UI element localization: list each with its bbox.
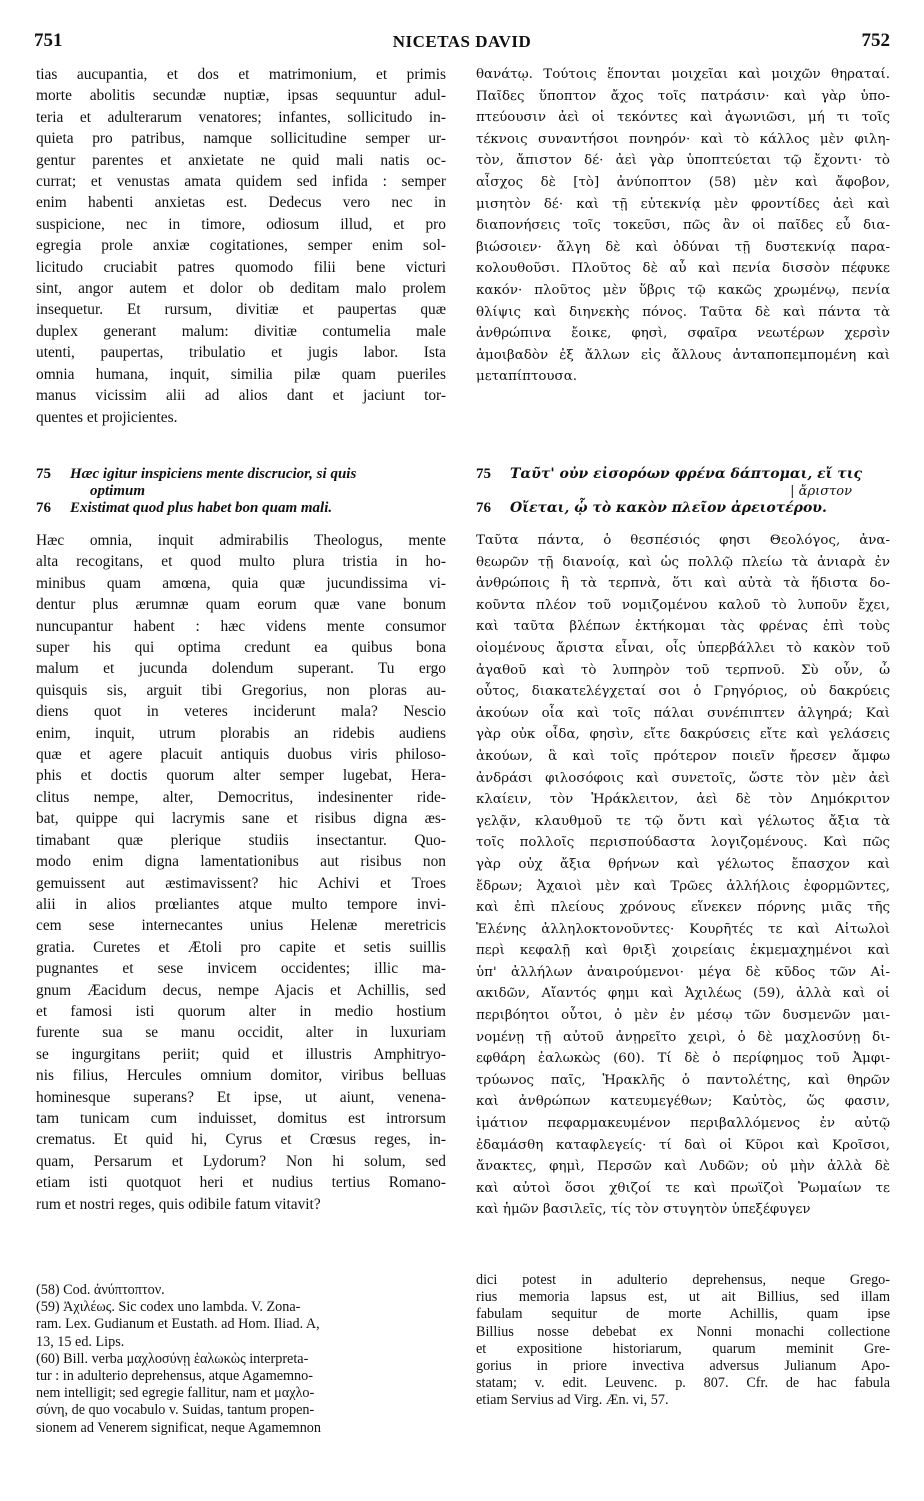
footnote-line: dici potest in adulterio deprehensus, neque Grego-	[476, 1272, 890, 1288]
text-line: tam tunicam cum induisset, domitus est introrsum	[36, 1109, 446, 1127]
text-line: γελᾷν, κλαυθμοῦ τε τῷ ὄντι καὶ γέλωτος ἄξια τὰ	[476, 813, 890, 829]
greek-column-bottom	[476, 530, 890, 1221]
text-line: καὶ ταῦτα βλέπων ἐκτήκομαι τὰς φρένας ἐπὶ τοὺς	[476, 619, 890, 635]
text-line: κολουθοῦσι. Πλοῦτος δὲ αὖ καὶ πενία δισσὸν πέφυκε	[476, 261, 890, 277]
text-line: τέκνοις συναντήσοι πονηρόν· καὶ τὸ κάλλος μὲν φιλη-	[476, 131, 890, 147]
page-number-right: 752	[861, 30, 890, 51]
text-line: θανάτῳ. Τούτοις ἕπονται μοιχεῖαι καὶ μοιχῶν θηραταί.	[476, 67, 890, 82]
text-line: quentes et projicientes.	[36, 408, 178, 426]
footnote-line: gorius in priore invectiva adversus Julianum Apo-	[476, 1358, 890, 1375]
text-line: minibus quam amœna, quia quæ jucundissima vi-	[36, 574, 446, 592]
verse-continuation: | ἄριστον	[790, 484, 852, 499]
text-line: θλίψις καὶ διηνεκὴς πόνος. Ταῦτα δὲ καὶ πάντα τὰ	[476, 304, 890, 320]
text-line: pugnantes et sese invicem occidentes; illic ma-	[36, 960, 446, 978]
text-line: quam, Persarum et Lydorum? Non hi solum, sed	[36, 1152, 446, 1170]
text-line: gratia. Curetes et Ætoli pro capite et setis suillis	[36, 938, 446, 956]
text-line: ἀκούων, ἃ καὶ τοῖς πρότερον ποιεῖν ἤρεσεν ἄμφω	[476, 748, 890, 764]
footnote-line: σύνη, de quo vocabulo v. Suidas, tantum propen-	[36, 1402, 315, 1419]
text-line: alta recogitans, et quod multo plura tristia in ho-	[36, 553, 446, 571]
verse-number: 76	[476, 500, 491, 516]
text-line: teria et adulterarum venatores; infantes, sollicitudo in-	[36, 108, 446, 126]
text-line: licitudo cruciabit patres quomodo filii bene victuri	[36, 258, 446, 276]
text-line: dentur plus ærumnæ quam eorum quæ vane bonum	[36, 596, 446, 614]
text-line: Παῖδες ὕποπτον ἄχος τοῖς πατράσιν· καὶ γὰρ ὑπο-	[476, 88, 890, 104]
footnote-line: etiam Servius ad Virg. Æn. vi, 57.	[476, 1392, 669, 1409]
verse-number: 75	[36, 466, 51, 482]
text-line: ἀνδράσι φιλοσόφοις καὶ συνετοῖς, ὥστε τὸν μὲν ἀεὶ	[476, 770, 890, 786]
text-line: ἀνθρώποις ἢ τὰ τερπνὰ, ὅτι καὶ αὐτὰ τὰ ἥδιστα δο-	[476, 576, 890, 592]
text-line: rum et nostri reges, quis odibile fatum vitavit?	[36, 1195, 321, 1213]
text-line: θεωρῶν τῇ διανοίᾳ, καὶ ὡς πολλῷ πλείω τὰ ἀνιαρὰ ἐν	[476, 554, 890, 570]
text-line: περὶ κεφαλῇ καὶ θριξὶ χοιρείαις ἐκμεμαχημένοι καὶ	[476, 943, 890, 959]
text-line: κοῦντα πλέον τοῦ νομιζομένου καλοῦ τὸ λυποῦν ἔχει,	[476, 597, 890, 613]
text-line: κακόν· πλοῦτος μὲν ὕβρις τῷ κακῶς χρωμένῳ, πενία	[476, 282, 890, 298]
running-title: NICETAS DAVID	[392, 32, 532, 51]
text-line: timabant quæ plerique studiis insectantur. Quo-	[36, 831, 446, 849]
text-line: καὶ αὐτοὶ ὅσοι χθιζοί τε καὶ πρωϊζοὶ Ῥωμαίων τε	[476, 1180, 890, 1196]
verse-continuation: optimum	[90, 483, 146, 499]
text-line: περιβόητοι οὗτοι, ὁ μὲν ἐν μέσῳ τῶν δυσμενῶν μαι-	[476, 1008, 890, 1024]
verse-text: Hæc igitur inspiciens mente discrucior, si quis	[70, 466, 357, 482]
text-line: καὶ ἡμῶν βασιλεῖς, τίς τὸν στυγητὸν ὑπεξέφυγεν	[476, 1202, 811, 1218]
text-line: duplex generant malum: divitiæ contumelia male	[36, 322, 446, 340]
text-line: αἶσχος δὲ [τὸ] ἀνύποπτον (58) μὲν καὶ ἄφοβον,	[476, 174, 890, 190]
text-line: καὶ ἐπὶ πλείους χρόνους εἵνεκεν πόρνης μιᾶς τῆς	[476, 900, 890, 916]
text-line: gemuissent aut æstimavissent? hic Achivi et Troes	[36, 874, 446, 892]
text-line: γὰρ οὐχ ἄξια θρήνων καὶ γέλωτος ἔπασχον καὶ	[476, 856, 890, 872]
text-line: quieta pro patribus, namque sollicitudine semper ur-	[36, 130, 446, 148]
text-line: Hæc omnia, inquit admirabilis Theologus, mente	[36, 532, 446, 549]
text-line: modo enim digna lamentationibus aut risibus non	[36, 853, 446, 871]
verse-text: Οἴεται, ᾧ τὸ κακὸν πλεῖον ἀρειοτέρου.	[510, 500, 827, 516]
text-line: εφθάρη ἑαλωκὼς (60). Τί δὲ ὁ περίφημος τοῦ Ἀμφι-	[476, 1051, 890, 1067]
footnote-line: (59) Ἀχιλέως. Sic codex uno lambda. V. Zona-	[36, 1299, 301, 1316]
text-line: phis et doctis quorum alter semper lugebat, Hera-	[36, 767, 446, 785]
footnote-line: sionem ad Venerem significat, neque Agamemnon	[36, 1419, 321, 1436]
text-line: Ἑλένης ἀλληλοκτονοῦντες· Κουρῆτές τε καὶ Αἰτωλοὶ	[476, 921, 890, 937]
text-line: βιώσοιεν· ἄλγη δὲ καὶ ὀδύναι τῇ δυστεκνίᾳ παρα-	[476, 239, 890, 255]
page-number-left: 751	[34, 30, 63, 51]
text-line: nis filius, Hercules omnium domitor, viribus belluas	[36, 1067, 446, 1085]
text-line: enim habenti anxietas est. Dedecus vero nec in	[36, 194, 446, 212]
footnote-line: nem intelligit; sed egregie fallitur, nam et μαχλο-	[36, 1385, 315, 1402]
text-line: quæ et agere placuit antiquis duobus viris philoso-	[36, 746, 446, 764]
latin-column-bottom	[36, 530, 446, 1215]
text-line: καὶ ἀνθρώπων κατευμεγέθων; Καὐτὸς, ὥς φασιν,	[476, 1094, 890, 1110]
verse-heading-latin	[36, 466, 446, 517]
text-line: ἀγαθοῦ καὶ τὸ λυπηρὸν τοῦ τερπνοῦ. Σὺ οὖν, ὦ	[476, 662, 890, 678]
text-line: et famosi isti quorum alter in medio hostium	[36, 1002, 446, 1020]
text-line: omnia humana, inquit, similia pilæ quam pueriles	[36, 365, 446, 383]
text-line: gnum Æacidum decus, nempe Ajacis et Achillis, sed	[36, 981, 446, 999]
text-line: sint, angor autem et dolor ob deditam malo prolem	[36, 280, 446, 298]
text-line: γὰρ οὐκ οἶδα, φησὶν, εἴτε δακρύσεις εἴτε καὶ γελάσεις	[476, 727, 890, 743]
text-line: πτεύουσιν ἀεὶ οἱ τεκόντες καὶ ἀγωνιῶσι, μή τι τοῖς	[476, 110, 890, 126]
text-line: ἀμοιβαδὸν ἐξ ἄλλων εἰς ἄλλους ἀνταποπεμπομένη καὶ	[476, 347, 890, 363]
footnote-line: statam; v. edit. Leuvenc. p. 807. Cfr. de hac fabula	[476, 1375, 890, 1392]
footnote-line: ram. Lex. Gudianum et Eustath. ad Hom. Iliad. A,	[36, 1316, 320, 1333]
footnote-line: 13, 15 ed. Lips.	[36, 1333, 125, 1350]
text-line: κλαίειν, τὸν Ἡράκλειτον, ἀεὶ δὲ τὸν Δημόκριτον	[476, 792, 890, 808]
footnote-line: et expositione historiarum, quarum meminit Gre-	[476, 1340, 890, 1357]
text-line: οὗτος, διακατελέγχεταί σοι ὁ Γρηγόριος, οὐ δακρύεις	[476, 684, 890, 700]
text-line: διαπονήσεις τοῖς τοκεῦσι, πῶς ἂν οἱ παῖδες εὖ δια-	[476, 218, 890, 234]
text-line: super his qui optima credunt ea quibus bona	[36, 639, 446, 657]
footnote-line: Billius nosse debebat ex Nonni monachi collectione	[476, 1323, 890, 1340]
text-line: insequetur. Et rursum, divitiæ et paupertas quæ	[36, 301, 446, 319]
text-line: crematus. Et quid hi, Cyrus et Crœsus reges, in-	[36, 1131, 446, 1149]
text-line: currat; et venustas amata quidem sed infida : semper	[36, 173, 446, 191]
text-line: enim, inquit, utrum plorabis an ridebis audiens	[36, 724, 446, 742]
text-line: ὑπ' ἀλλήλων ἀναιρούμενοι· μέγα δὲ κῦδος τῶν Αἰ-	[476, 964, 890, 980]
latin-column-top	[36, 64, 446, 428]
text-line: ἄνακτες, φημὶ, Περσῶν καὶ Λυδῶν; οὐ μὴν ἀλλὰ δὲ	[476, 1159, 890, 1175]
text-line: μεταπίπτουσα.	[476, 369, 577, 385]
text-line: alii in alios prœliantes atque multo tempore invi-	[36, 895, 446, 913]
text-line: hominesque superans? Et ipse, ut aiunt, venena-	[36, 1088, 446, 1106]
footnote-line: rius memoria lapsus est, ut ait Billius, sed illam	[476, 1289, 890, 1306]
text-line: etiam isti quotquot heri et nudius tertius Romano-	[36, 1174, 446, 1192]
text-line: manus vicissim alii ad alios dant et jaciunt tor-	[36, 387, 446, 405]
text-line: cem sese internecantes unius Helenæ meretricis	[36, 917, 446, 935]
text-line: egregia prole anxiæ cogitationes, semper enim sol-	[36, 237, 446, 255]
text-line: οἰομένους ἄριστα εἶναι, οἷς ὑπερβάλλει τὸ κακὸν τοῦ	[476, 640, 890, 656]
text-line: ἐδαμάσθη καταφλεγείς· τί δαὶ οἱ Κῦροι καὶ Κροῖσοι,	[476, 1137, 890, 1153]
text-line: clitus nempe, alter, Democritus, indesinenter ride-	[36, 788, 446, 806]
footnote-line: (60) Bill. verba μαχλοσύνῃ ἑαλωκὼς interpreta-	[36, 1350, 309, 1367]
text-line: morte abolitis secundæ nuptiæ, ipsas sequuntur adul-	[36, 87, 446, 105]
text-line: furente sua se manu occidit, alter in luxuriam	[36, 1024, 446, 1042]
greek-column-top	[476, 64, 890, 388]
text-line: ἀκούων οἷα καὶ τοῖς πάλαι συνέπιπτεν ἀλγηρά; Καὶ	[476, 705, 890, 721]
text-line: diens quot in veteres inciderunt mala? Nescio	[36, 703, 446, 721]
verse-number: 76	[36, 500, 51, 516]
text-line: τοῖς πολλοῖς περισπούδαστα λογιζομένους. Καὶ πῶς	[476, 835, 890, 851]
footnote-line: fabulam sequitur de morte Achillis, quam ipse	[476, 1306, 890, 1323]
verse-heading-greek	[476, 466, 890, 517]
footnotes-right	[476, 1272, 890, 1410]
page-header	[34, 30, 890, 56]
footnote-line: (58) Cod. ἀνύπτοπτον.	[36, 1282, 165, 1298]
text-line: νομένῃ τῇ αὐτοῦ ἀνῃρεῖτο χειρὶ, ὁ δὲ μαχλοσύνῃ δι-	[476, 1029, 890, 1045]
footnote-line: tur : in adulterio deprehensus, atque Agamemno-	[36, 1368, 313, 1385]
text-line: ἱμάτιον πεφαρμακευμένον περιβαλλόμενος ἐν αὐτῷ	[476, 1116, 890, 1132]
text-line: suspicione, nec in timore, odiosum illud, et pro	[36, 215, 446, 233]
verse-text: Ταῦτ' οὖν εἰσορόων φρένα δάπτομαι, εἴ τις	[510, 466, 863, 482]
text-line: bat, quippe qui lacrymis sane et risibus digna æs-	[36, 810, 446, 828]
text-line: Ταῦτα πάντα, ὁ θεσπέσιός φησι Θεολόγος, ἀνα-	[476, 533, 890, 548]
text-line: ἔδρων; Ἀχαιοὶ μὲν καὶ Τρῶες ἀλλήλοις ἐφορμῶντες,	[476, 878, 890, 894]
verse-number: 75	[476, 466, 491, 482]
text-line: se ingurgitans periit; quid et illustris Amphitryo-	[36, 1045, 446, 1063]
text-line: ἀνθρώπινα ἔοικε, φησὶ, σφαῖρα νεωτέρων χερσὶν	[476, 326, 890, 342]
text-line: τὸν, ἄπιστον δέ· ἀεὶ γὰρ ὑποπτεύεται τῷ ἔχοντι· τὸ	[476, 153, 890, 169]
text-line: ακιδῶν, Αἴαντός φημι καὶ Ἀχιλέως (59), ἀλλὰ καὶ οἱ	[476, 986, 890, 1002]
text-line: gentur parentes et anxietate ne quid mali natis oc-	[36, 151, 446, 169]
text-line: malum et jucunda dolendum superant. Tu ergo	[36, 660, 446, 678]
text-line: τρύωνος παῖς, Ἡρακλῆς ὁ παντολέτης, καὶ θηρῶν	[476, 1072, 890, 1088]
text-line: tias aucupantia, et dos et matrimonium, et primis	[36, 66, 446, 83]
verse-text: Existimat quod plus habet bon quam mali.	[70, 500, 333, 516]
text-line: μισητὸν δέ· καὶ τῇ εὐτεκνίᾳ μὲν φροντίδες ἀεὶ καὶ	[476, 196, 890, 212]
footnotes-left	[36, 1282, 446, 1437]
text-line: nuncupantur habent : hæc videns mente consumor	[36, 617, 446, 635]
text-line: utenti, paupertas, tribulatio et jugis labor. Ista	[36, 344, 446, 362]
text-line: quisquis sis, arguit tibi Gregorius, non ploras au-	[36, 681, 446, 699]
